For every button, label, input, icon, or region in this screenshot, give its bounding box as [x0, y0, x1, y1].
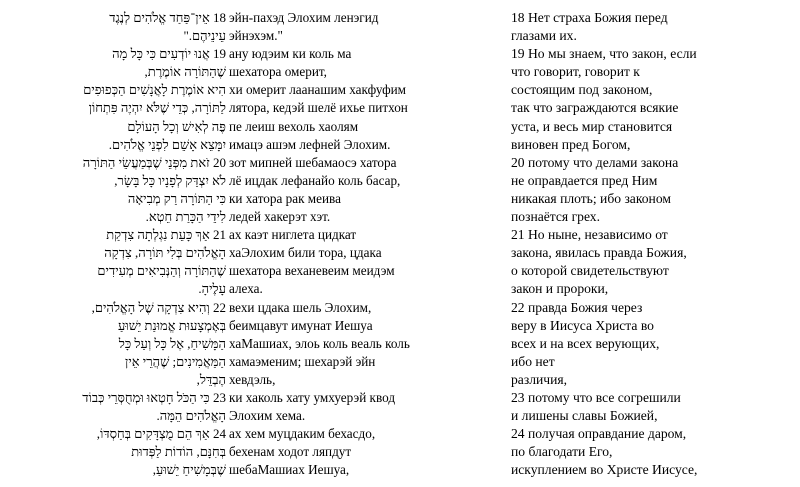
- hebrew-line: לַתּוֹרָה, כְּדֵי שֶׁלֹּא יִהְיֶה פִּתְחוֹן: [88, 100, 226, 116]
- hebrew-line: 21 אַךְ כָּעֵת נִגְלְתָה צִדְקַת: [106, 227, 226, 243]
- russian-line: глазами их.: [511, 28, 577, 44]
- hebrew-line: יִמָּצֵא אָשֵׁם לִפְנֵי אֱלֹהִים.: [108, 136, 226, 152]
- russian-line: никакая плоть; ибо законом: [511, 190, 671, 206]
- translit-line: шебаМашиах Иешуа,: [229, 462, 350, 478]
- translit-line: хевдэль,: [229, 371, 276, 387]
- hebrew-line: 20 זֹאת מִפְּנֵי שֶׁבְּמַעֲשֵׂי הַתּוֹרָה: [82, 154, 226, 170]
- hebrew-line: עֵינֵיהֶם.": [183, 28, 226, 44]
- russian-line: по благодати Его,: [511, 444, 613, 460]
- translit-line: ледей хакерэт хэт.: [229, 209, 331, 225]
- hebrew-line: 18 אֵין־פַּחַד אֱלֹהִים לְנֶגֶד: [109, 10, 226, 25]
- hebrew-line: הַמַּאֲמִינִים; שֶׁהֲרֵי אֵין: [125, 353, 226, 369]
- hebrew-line: כִּי הַתּוֹרָה רַק מְבִיאָה: [127, 190, 226, 206]
- translit-line: лятора, кедэй шелё ихье питхон: [229, 100, 408, 116]
- russian-line: закон и пророки,: [511, 281, 609, 297]
- russian-line: всех и на всех верующих,: [511, 335, 660, 351]
- russian-line: и лишены славы Божией,: [511, 408, 658, 424]
- translit-line: ки хатора рак меива: [229, 190, 341, 206]
- translit-line: хи омерит лаанашим хакфуфим: [229, 82, 407, 98]
- hebrew-line: בְּחִנָּם, הוֹדוֹת לַפְּדוּת: [131, 444, 226, 460]
- russian-line: 19 Но мы знаем, что закон, если: [511, 46, 697, 62]
- hebrew-line: לִידֵי הַכָּרַת חֵטְא.: [145, 209, 226, 225]
- russian-text-column: [511, 9, 796, 479]
- hebrew-line: פֶּה לְאִישׁ וְכָל הָעוֹלָם: [127, 118, 226, 134]
- translit-line: беимцавут имунат Иешуа: [229, 317, 373, 333]
- russian-line: 24 получая оправдание даром,: [511, 426, 687, 442]
- translit-line: шехатора веханевеим меидэм: [229, 263, 395, 279]
- hebrew-line: 22 וְהִיא צִדְקָה שֶׁל הָאֱלֹהִים,: [91, 299, 226, 315]
- translit-line: ах каэт ниглета цидкат: [229, 227, 357, 243]
- translit-line: эйн-пахэд Элохим ленэгид: [229, 10, 379, 25]
- russian-line: 20 потому что делами закона: [511, 154, 679, 170]
- translit-line: хаЭлохим били тора, цдака: [229, 245, 382, 261]
- russian-line: веру в Иисуса Христа во: [511, 317, 654, 333]
- translit-line: зот мипней шебамаосэ хатора: [229, 154, 397, 170]
- russian-line: познаётся грех.: [511, 209, 600, 225]
- hebrew-line: שֶׁהַתּוֹרָה אוֹמֶרֶת,: [144, 64, 226, 80]
- russian-line: 22 правда Божия через: [511, 299, 643, 315]
- russian-line: ибо нет: [511, 353, 555, 369]
- hebrew-line: הֶבְדֵּל,: [196, 371, 226, 387]
- russian-line: различия,: [511, 371, 568, 387]
- translit-line: бехенам ходот ляпдут: [229, 444, 352, 460]
- translit-line: ки хаколь хату умхуерэй квод: [229, 389, 396, 405]
- russian-line: 21 Но ныне, независимо от: [511, 227, 668, 243]
- russian-line: искуплением во Христе Иисусе,: [511, 462, 698, 478]
- hebrew-line: הַמָּשִׁיחַ, אֶל כָּל וְעַל כָּל: [118, 335, 226, 351]
- russian-line: так что заграждаются всякие: [511, 100, 679, 116]
- translit-line: имацэ ашэм лефней Элохим.: [229, 136, 391, 152]
- hebrew-line: 24 אַךְ הֵם מֻצְדָּקִים בְּחַסְדּוֹ,: [96, 426, 226, 442]
- translit-line: пе леиш вехоль хаолям: [229, 118, 359, 134]
- hebrew-line: עָלֶיהָ.: [198, 281, 226, 297]
- translit-line: вехи цдака шель Элохим,: [229, 299, 372, 315]
- russian-line: не оправдается пред Ним: [511, 172, 658, 188]
- hebrew-line: 19 אֲנוּ יוֹדְעִים כִּי כָּל מָה: [112, 46, 226, 62]
- transliteration-text-column: [229, 9, 479, 479]
- hebrew-line: הָאֱלֹהִים בְּלִי תּוֹרָה, צִדְקָה: [104, 245, 226, 261]
- translit-line: шехатора омерит,: [229, 64, 327, 80]
- hebrew-line: לֹא יִצְדַּק לְפָנָיו כָּל בָּשָׂר,: [114, 172, 226, 188]
- hebrew-line: הִיא אוֹמֶרֶת לָאֲנָשִׁים הַכְּפוּפִים: [83, 82, 226, 98]
- translit-line: лё ицдак лефанайо коль басар,: [229, 172, 401, 188]
- translit-line: ах хем муцдаким бехасдо,: [229, 426, 376, 442]
- hebrew-line: שֶׁהַתּוֹרָה וְהַנְּבִיאִים מְעִידִים: [97, 263, 226, 279]
- hebrew-text-column: [54, 9, 226, 479]
- translit-line: алеха.: [229, 281, 263, 297]
- translit-line: хамаэменим; шехарэй эйн: [229, 353, 376, 369]
- translit-line: ану юдэим ки коль ма: [229, 46, 352, 62]
- russian-line: состоящим под законом,: [511, 82, 653, 98]
- translit-line: эйнэхэм.": [229, 28, 283, 44]
- hebrew-line: הָאֱלֹהִים הֵמָּה.: [156, 408, 226, 424]
- russian-line: 23 потому что все согрешили: [511, 389, 681, 405]
- russian-line: закона, явилась правда Божия,: [511, 245, 687, 261]
- hebrew-line: שֶׁבְּמָשִׁיחַ יֵשׁוּעַ,: [152, 462, 226, 478]
- russian-line: о которой свидетельствуют: [511, 263, 669, 279]
- hebrew-line: 23 כִּי הַכֹּל חָטְאוּ וּמְחֻסְּרֵי כְּבוֹד: [82, 389, 226, 405]
- russian-line: что говорит, говорит к: [511, 64, 640, 80]
- translit-line: Элохим хема.: [229, 408, 306, 424]
- translit-line: хаМашиах, элоь коль веаль коль: [229, 335, 410, 351]
- russian-line: виновен пред Богом,: [511, 136, 631, 152]
- russian-line: уста, и весь мир становится: [511, 118, 673, 134]
- russian-line: 18 Нет страха Божия перед: [511, 10, 668, 25]
- hebrew-line: בְּאֶמְצָעוּת אֱמוּנַת יֵשׁוּעַ: [118, 317, 226, 333]
